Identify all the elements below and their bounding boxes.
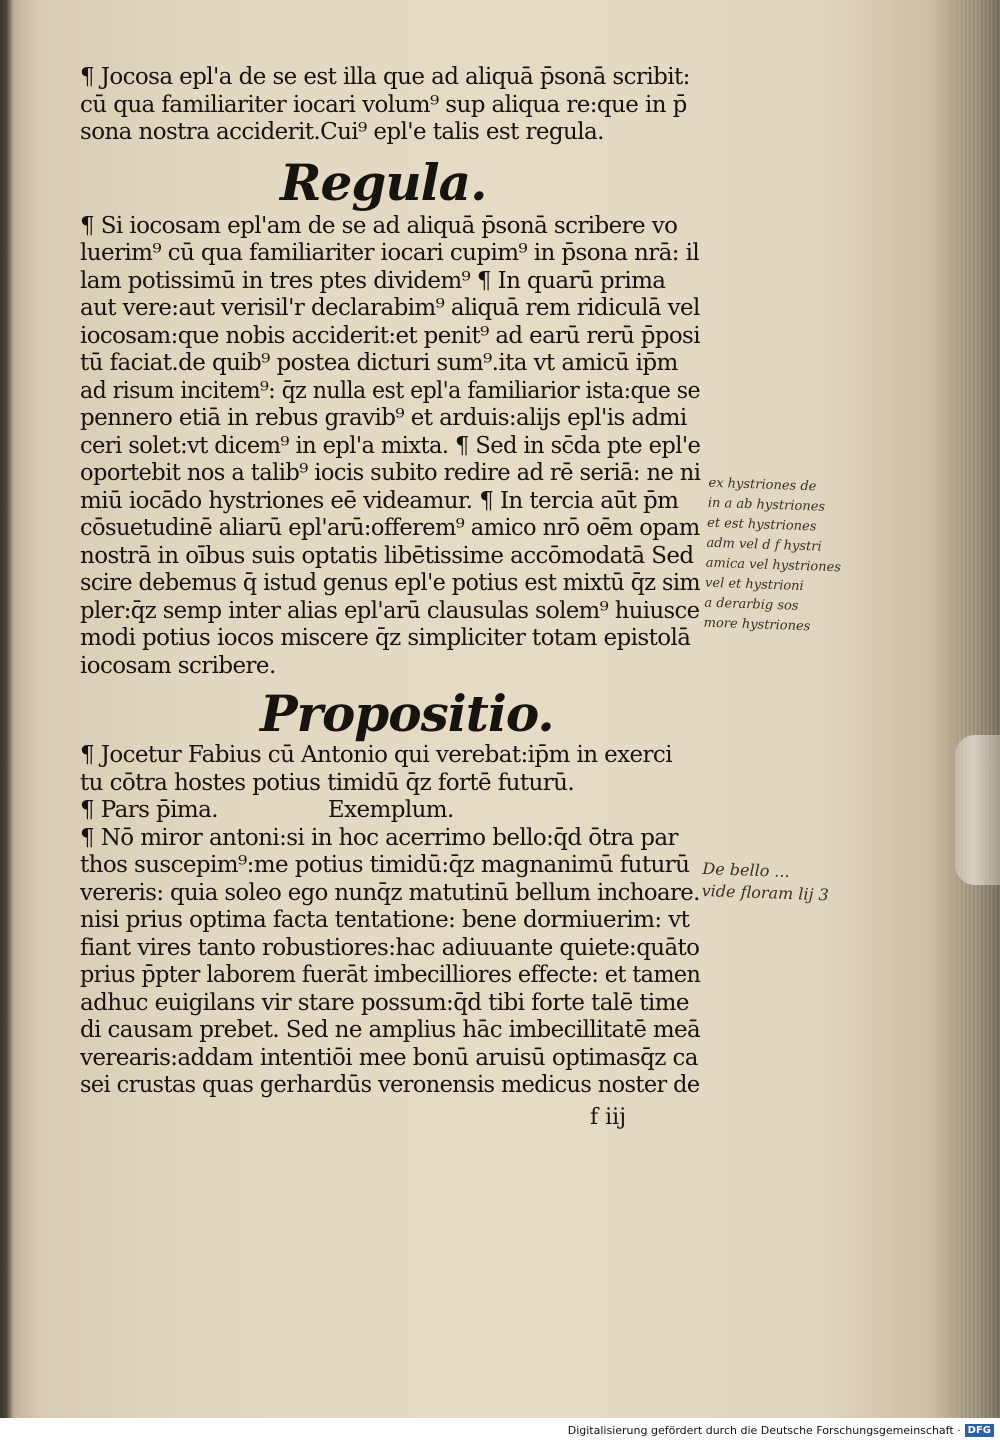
marginal-line: et est hystriones <box>706 515 817 535</box>
text-line: di causam prebet. Sed ne amplius hāc imbecillitatē meā <box>80 1017 701 1043</box>
marginal-line: more hystriones <box>703 615 811 635</box>
pars-prima-label: ¶ Pars p̄ima. <box>80 797 218 823</box>
text-line: pennero etiā in rebus gravib⁹ et arduis:alijs epl'is admi <box>80 405 687 431</box>
text-line: luerim⁹ cū qua familiariter iocari cupim⁹ in p̄sona nrā: il <box>80 240 700 266</box>
text-line: oportebit nos a talib⁹ iocis subito redire ad rē seriā: ne ni <box>80 460 701 486</box>
marginal-line: vel et hystrioni <box>704 575 804 595</box>
marginal-line: De bello ... <box>702 858 791 882</box>
text-line: scire debemus q̄ istud genus epl'e potius est mixtū q̄z sim <box>80 570 700 596</box>
text-line: ¶ Jocosa epl'a de se est illa que ad aliquā p̄sonā scribit: <box>80 64 690 90</box>
marginal-line: amica vel hystriones <box>705 555 842 576</box>
text-line: tū faciat.de quib⁹ postea dicturi sum⁹.ita vt amicū ip̄m <box>80 350 678 376</box>
text-line: ad risum incitem⁹: q̄z nulla est epl'a familiarior ista:que se <box>80 377 701 404</box>
footer-bar <box>0 1418 1000 1443</box>
marginal-line: vide floram lij 3 <box>701 880 830 905</box>
page-edges <box>958 0 1000 1418</box>
text-line: lam potissimū in tres ptes dividem⁹ ¶ In quarū prima <box>80 267 666 294</box>
text-line: ¶ Nō miror antoni:si in hoc acerrimo bello:q̄d ōtra par <box>80 824 678 851</box>
text-line: iocosam scribere. <box>80 652 276 679</box>
marginal-line: adm vel d f hystri <box>706 535 822 555</box>
text-line: sei crustas quas gerhardūs veronensis medicus noster de <box>80 1072 700 1098</box>
text-line: cōsuetudinē aliarū epl'arū:offerem⁹ amico nrō oēm opam <box>80 515 700 541</box>
text-line: miū iocādo hystriones eē videamur. ¶ In tercia aūt p̄m <box>80 487 679 514</box>
heading-propositio: Propositio. <box>260 684 554 743</box>
clasp-shadow <box>955 735 1000 885</box>
marginal-line: a derarbig sos <box>704 595 799 614</box>
marginal-note-2 <box>701 858 932 910</box>
text-line: sona nostra acciderit.Cui⁹ epl'e talis est regula. <box>80 119 604 145</box>
text-line: vereris: quia soleo ego nunq̄z matutinū bellum inchoare. <box>80 879 700 906</box>
text-line: ¶ Si iocosam epl'am de se ad aliquā p̄sonā scribere vo <box>80 212 678 239</box>
printed-text-block <box>80 64 700 1132</box>
exemplum-paragraph <box>80 825 700 1100</box>
signature-mark: f iij <box>590 1104 627 1130</box>
text-line: iocosam:que nobis acciderit:et penit⁹ ad earū rerū p̄posi <box>80 322 700 349</box>
text-line: prius p̄pter laborem fuerāt imbecilliores effecte: et tamen <box>80 962 701 988</box>
text-line: fiant vires tanto robustiores:hac adiuuante quiete:quāto <box>80 934 700 961</box>
exemplum-label: Exemplum. <box>327 797 454 823</box>
text-line: modi potius iocos miscere q̄z simpliciter totam epistolā <box>80 625 691 651</box>
propositio-paragraph <box>80 742 700 797</box>
text-line: tu cōtra hostes potius timidū q̄z fortē futurū. <box>80 769 575 796</box>
text-line: ¶ Jocetur Fabius cū Antonio qui verebat:ip̄m in exerci <box>80 742 672 768</box>
marginal-line: ex hystriones de <box>708 475 817 495</box>
text-line: cū qua familiariter iocari volum⁹ sup aliqua re:que in p̄ <box>80 91 687 118</box>
text-line: thos suscepim⁹:me potius timidū:q̄z magnanimū futurū <box>80 852 690 878</box>
text-line: ceri solet:vt dicem⁹ in epl'a mixta. ¶ Sed in sc̄da pte epl'e <box>80 432 701 459</box>
footer-credit: Digitalisierung gefördert durch die Deutsche Forschungsgemeinschaft · <box>567 1424 961 1437</box>
text-line: nisi prius optima facta tentatione: bene dormiuerim: vt <box>80 907 690 933</box>
intro-paragraph <box>80 64 700 147</box>
text-line: pler:q̄z semp inter alias epl'arū clausulas solem⁹ huiusce <box>80 597 700 624</box>
marginal-line: in a ab hystriones <box>707 495 826 515</box>
text-line: verearis:addam intentiōi mee bonū aruisū optimasq̄z ca <box>80 1044 698 1071</box>
text-line: aut vere:aut verisil'r declarabim⁹ aliquā rem ridiculā vel <box>80 295 700 321</box>
regula-paragraph <box>80 213 700 681</box>
dfg-logo: DFG <box>965 1424 994 1437</box>
text-line: adhuc euigilans vir stare possum:q̄d tibi forte talē time <box>80 989 689 1016</box>
heading-regula: Regula. <box>280 152 487 212</box>
marginal-note-1 <box>703 474 958 643</box>
text-line: nostrā in oībus suis optatis libētissime accōmodatā Sed <box>80 542 694 569</box>
pars-exemplum-line <box>80 797 700 825</box>
